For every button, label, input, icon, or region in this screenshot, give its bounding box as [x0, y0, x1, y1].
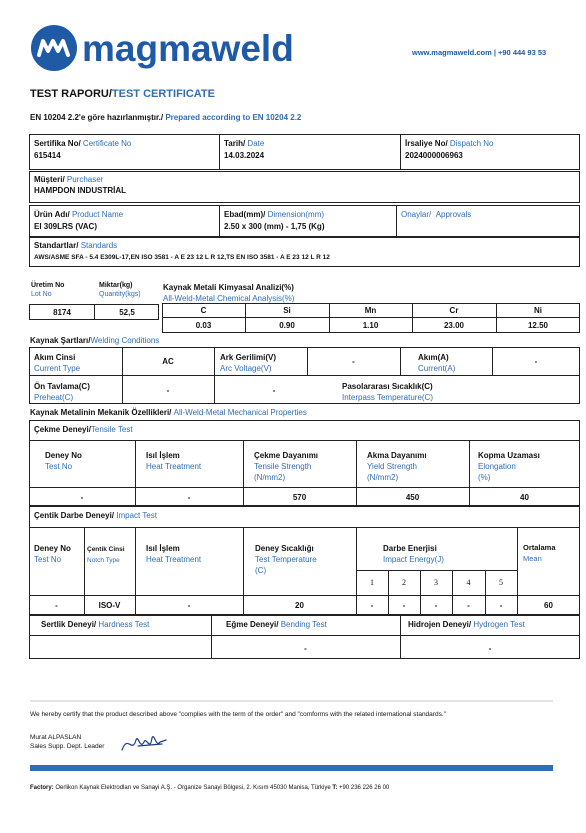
tensile-header-test-no: Deney No Test No	[45, 451, 82, 471]
footer-divider	[30, 700, 553, 702]
welding-title: Kaynak Şartları/Welding Conditions	[30, 336, 160, 345]
impact-value-energy-3: -	[434, 601, 438, 610]
bending-value: -	[304, 644, 307, 653]
approvals-label: Onaylar/ Approvals	[401, 210, 472, 219]
tensile-header-elongation: Kopma Uzaması Elongation (%)	[478, 451, 540, 482]
dimension-label: Ebad(mm)/ Dimension(mm)	[224, 210, 325, 219]
impact-value-test-no: -	[55, 601, 58, 610]
value-si: 0.90	[279, 321, 295, 330]
arc-voltage-label: Ark Gerilimi(V) Arc Voltage(V)	[220, 353, 277, 373]
logo-circle	[31, 25, 77, 71]
energy-col-4: 4	[466, 578, 471, 587]
interpass-label: Pasolararası Sıcaklık(C) Interpass Temperature(C)	[342, 382, 433, 402]
value-mn: 1.10	[362, 321, 379, 330]
impact-header-energy: Darbe Enerjisi Impact Energy(J)	[383, 544, 444, 564]
lot-label: Üretim No Lot No	[31, 282, 65, 298]
certificate-label: Sertifika No/ Certificate No	[34, 139, 132, 148]
brand-name: magmaweld	[82, 28, 294, 69]
impact-value-energy-1: -	[370, 601, 374, 610]
impact-value-heat: -	[187, 601, 191, 610]
dispatch-value: 2024000006963	[405, 151, 463, 160]
interpass-value: -	[272, 386, 276, 395]
preheat-value: -	[166, 386, 170, 395]
energy-col-5: 5	[499, 578, 503, 587]
signature-scribble	[118, 730, 170, 756]
standards-value: AWS/ASME SFA - 5.4 E309L-17,EN ISO 3581 - A E 23 12 L R 12,TS EN ISO 3581 - A E 23 12 L R 12	[34, 254, 330, 261]
energy-col-1: 1	[370, 578, 374, 587]
certification-statement: We hereby certify that the product described above "complies with the term of the order" and "comforms with the related international standards."	[30, 711, 446, 718]
website-contact[interactable]: www.magmaweld.com | +90 444 93 53	[412, 48, 547, 57]
element-cr: Cr	[449, 306, 459, 315]
page-title: TEST RAPORU/TEST CERTIFICATE	[30, 88, 215, 100]
element-c: C	[200, 306, 207, 315]
quantity-label: Miktar(kg) Quantity(kgs)	[99, 282, 141, 298]
tensile-header-heat: Isıl İşlem Heat Treatment	[146, 451, 202, 471]
product-label: Ürün Adı/ Product Name	[34, 210, 124, 219]
tensile-value-yield: 450	[405, 493, 420, 502]
element-si: Si	[283, 306, 291, 315]
tensile-value-test-no: -	[80, 493, 84, 502]
tensile-header-strength: Çekme Dayanımı Tensile Strength (N/mm2)	[254, 451, 319, 482]
current-value: -	[534, 357, 538, 366]
impact-header-test-no: Deney No Test No	[34, 544, 71, 564]
chemical-title: Kaynak Metali Kimyasal Analizi(%) All-Weld-Metal Chemical Analysis(%)	[163, 283, 295, 303]
bending-label: Eğme Deneyi/ Bending Test	[226, 620, 327, 629]
impact-value-energy-2: -	[402, 601, 406, 610]
impact-value-mean: 60	[544, 601, 553, 610]
lot-value: 8174	[53, 308, 71, 317]
arc-voltage-value: -	[352, 357, 355, 366]
purchaser-label: Müşteri/ Purchaser	[34, 175, 104, 184]
impact-value-energy-5: -	[499, 601, 503, 610]
signer-name: Murat ALPASLAN	[30, 734, 82, 741]
hydrogen-value: -	[488, 644, 492, 653]
quantity-value: 52,5	[119, 308, 135, 317]
tensile-value-heat: -	[187, 493, 191, 502]
hardness-label: Sertlik Deneyi/ Hardness Test	[41, 620, 150, 629]
value-c: 0.03	[195, 321, 212, 330]
impact-header-mean: Ortalama Mean	[523, 543, 556, 563]
date-label: Tarih/ Date	[224, 139, 265, 148]
footer-blue-bar	[30, 765, 553, 771]
impact-header-notch: Çentik Cinsi Notch Type	[87, 546, 125, 564]
impact-value-temp: 20	[295, 601, 304, 610]
signer-title: Sales Supp. Dept. Leader	[30, 743, 105, 750]
preheat-label: Ön Tavlama(C) Preheat(C)	[34, 382, 90, 402]
impact-header-heat: Isıl İşlem Heat Treatment	[146, 544, 202, 564]
subtitle: EN 10204 2.2'e göre hazırlanmıştır./ Prepared according to EN 10204 2.2	[30, 113, 302, 122]
signer-block	[30, 733, 104, 751]
date-value: 14.03.2024	[224, 151, 265, 160]
impact-value-energy-4: -	[467, 601, 470, 610]
current-label: Akım(A) Current(A)	[418, 353, 456, 373]
certificate-value: 615414	[34, 151, 61, 160]
mechanical-title: Kaynak Metalinin Mekanik Özellikleri/ All-Weld-Metal Mechanical Properties	[30, 408, 307, 417]
element-mn: Mn	[364, 306, 377, 315]
tensile-value-strength: 570	[292, 493, 307, 502]
standards-label: Standartlar/ Standards	[34, 241, 118, 250]
tensile-header-yield: Akma Dayanımı Yield Strength (N/mm2)	[367, 451, 427, 482]
current-type-value: AC	[162, 357, 174, 366]
element-ni: Ni	[534, 306, 542, 315]
current-type-label: Akım Cinsi Current Type	[34, 353, 81, 373]
tensile-value-elongation: 40	[520, 493, 529, 502]
impact-header-temp: Deney Sıcaklığı Test Temperature (C)	[255, 544, 317, 575]
impact-title: Çentik Darbe Deneyi/ Impact Test	[34, 511, 158, 520]
dimension-value: 2.50 x 300 (mm) - 1,75 (Kg)	[224, 222, 325, 231]
purchaser-value: HAMPDON INDUSTRİAL	[34, 186, 126, 195]
tensile-title: Çekme Deneyi/Tensile Test	[34, 425, 133, 434]
magmaweld-logo	[30, 24, 315, 72]
energy-col-2: 2	[402, 578, 406, 587]
dispatch-label: İrsaliye No/ Dispatch No	[405, 139, 494, 148]
impact-value-notch: ISO-V	[98, 601, 121, 610]
product-value: EI 309LRS (VAC)	[34, 222, 97, 231]
energy-col-3: 3	[434, 578, 438, 587]
value-ni: 12.50	[527, 321, 549, 330]
factory-address: Factory: Oerlikon Kaynak Elektrodları ve Sanayi A.Ş. - Organize Sanayi Bölgesi, 2. Kısım 45030 Manisa, Türkiye T: +90 236 226 26 00	[30, 785, 390, 791]
value-cr: 23.00	[443, 321, 465, 330]
hydrogen-label: Hidrojen Deneyi/ Hydrogen Test	[408, 620, 525, 629]
